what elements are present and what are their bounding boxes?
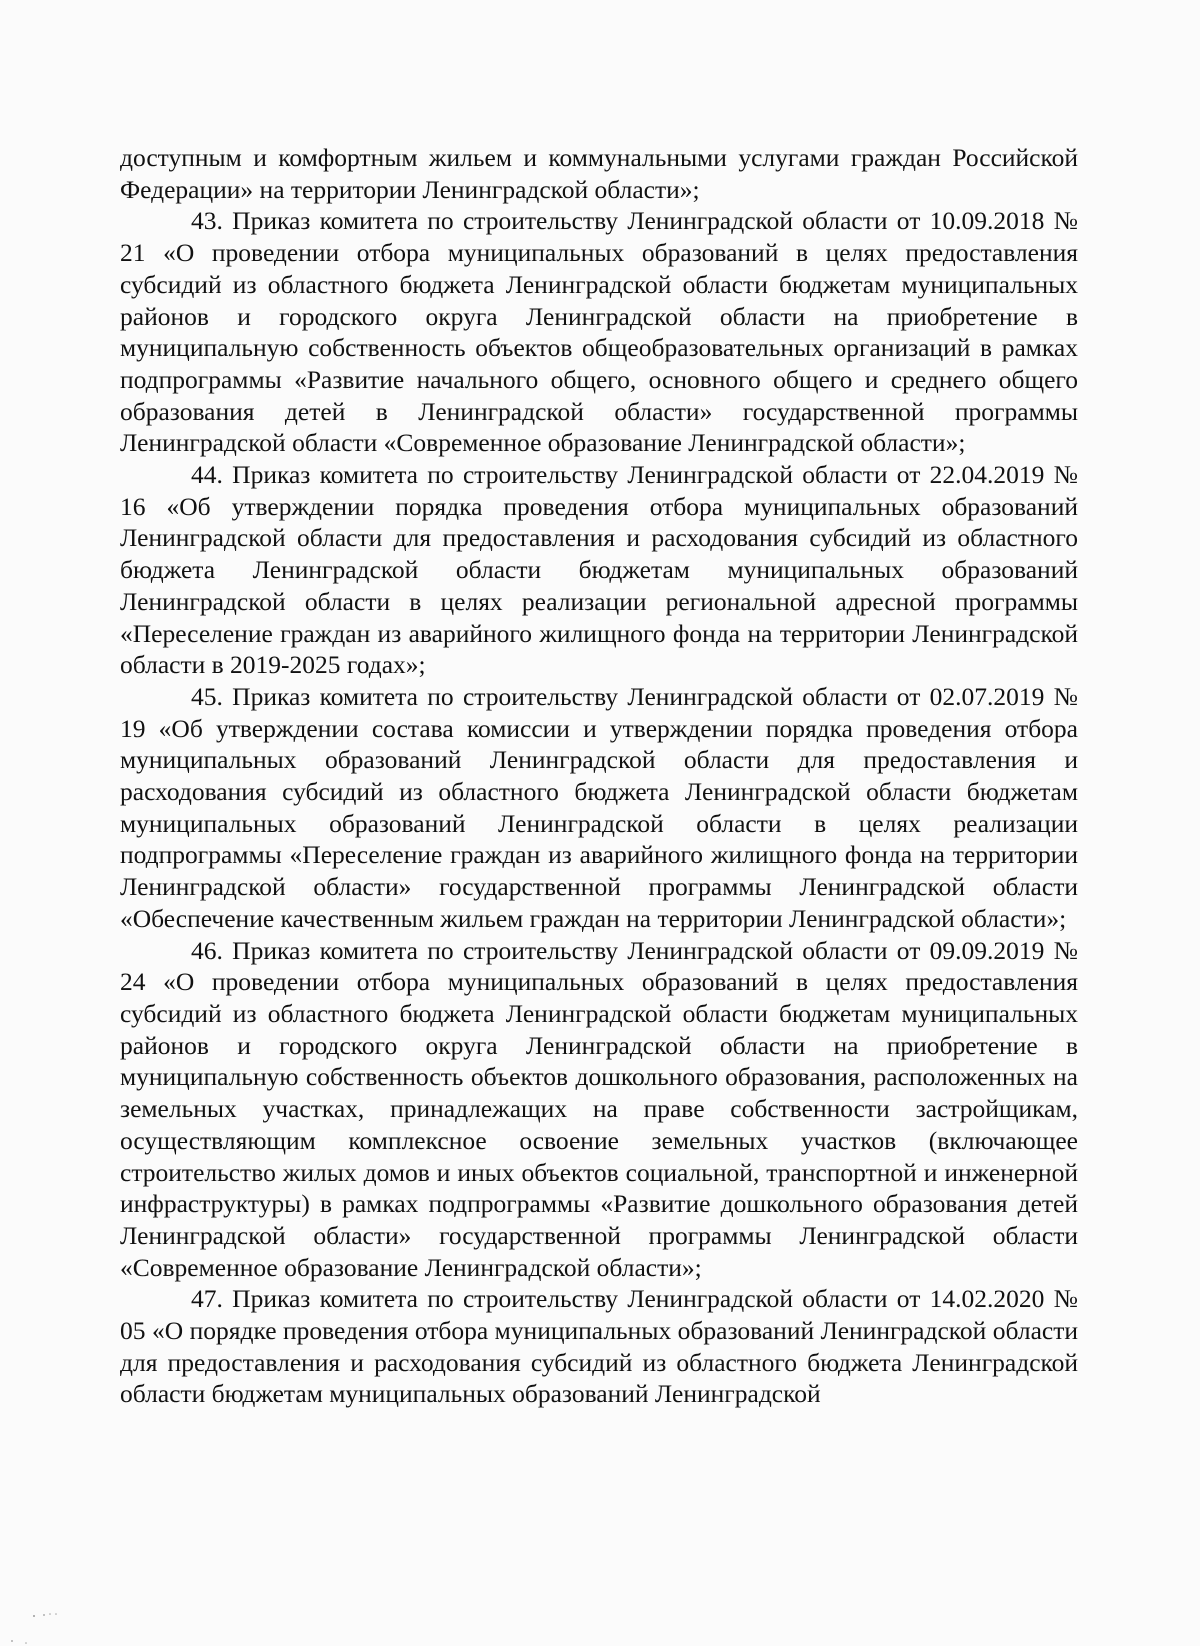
paragraph-item-46: 46. Приказ комитета по строительству Ленинградской области от 09.09.2019 № 24 «О проведении отбора муниципальных образований в целях предоставления субсидий из областного бюджета Ленинградской области бюджетам муниципальных районов и городского округа Ленинградской области на приобретение в муниципальную собственность объектов дошкольного образования, расположенных на земельных участках, принадлежащих на праве собственности застройщикам, осуществляющим комплексное освоение земельных участков (включающее строительство жилых домов и иных объектов социальной, транспортной и инженерной инфраструктуры) в рамках подпрограммы «Развитие дошкольного образования детей Ленинградской области» государственной программы Ленинградской области «Современное образование Ленинградской области»; [120, 935, 1078, 1282]
document-body [120, 142, 1078, 1410]
paragraph-item-44: 44. Приказ комитета по строительству Ленинградской области от 22.04.2019 № 16 «Об утверждении порядка проведения отбора муниципальных образований Ленинградской области для предоставления и расходования субсидий из областного бюджета Ленинградской области бюджетам муниципальных образований Ленинградской области в целях реализации региональной адресной программы «Переселение граждан из аварийного жилищного фонда на территории Ленинградской области в 2019-2025 годах»; [120, 460, 1078, 680]
paragraph-item-43: 43. Приказ комитета по строительству Ленинградской области от 10.09.2018 № 21 «О проведении отбора муниципальных образований в целях предоставления субсидий из областного бюджета Ленинградской области бюджетам муниципальных районов и городского округа Ленинградской области на приобретение в муниципальную собственность объектов общеобразовательных организаций в рамках подпрограммы «Развитие начального общего, основного общего и среднего общего образования детей в Ленинградской области» государственной программы Ленинградской области «Современное образование Ленинградской области»; [120, 206, 1078, 458]
paragraph-continuation: доступным и комфортным жильем и коммунальными услугами граждан Российской Федерации» на территории Ленинградской области»; [120, 143, 1078, 204]
scan-noise-dots [0, 1586, 200, 1646]
paragraph-item-45: 45. Приказ комитета по строительству Ленинградской области от 02.07.2019 № 19 «Об утверждении состава комиссии и утверждении порядка проведения отбора муниципальных образований Ленинградской области для предоставления и расходования субсидий из областного бюджета Ленинградской области бюджетам муниципальных образований Ленинградской области в целях реализации подпрограммы «Переселение граждан из аварийного жилищного фонда на территории Ленинградской области» государственной программы Ленинградской области «Обеспечение качественным жильем граждан на территории Ленинградской области»; [120, 681, 1078, 933]
paragraph-item-47: 47. Приказ комитета по строительству Ленинградской области от 14.02.2020 № 05 «О порядке проведения отбора муниципальных образований Ленинградской области для предоставления и расходования субсидий из областного бюджета Ленинградской области бюджетам муниципальных образований Ленинградской [120, 1284, 1078, 1409]
